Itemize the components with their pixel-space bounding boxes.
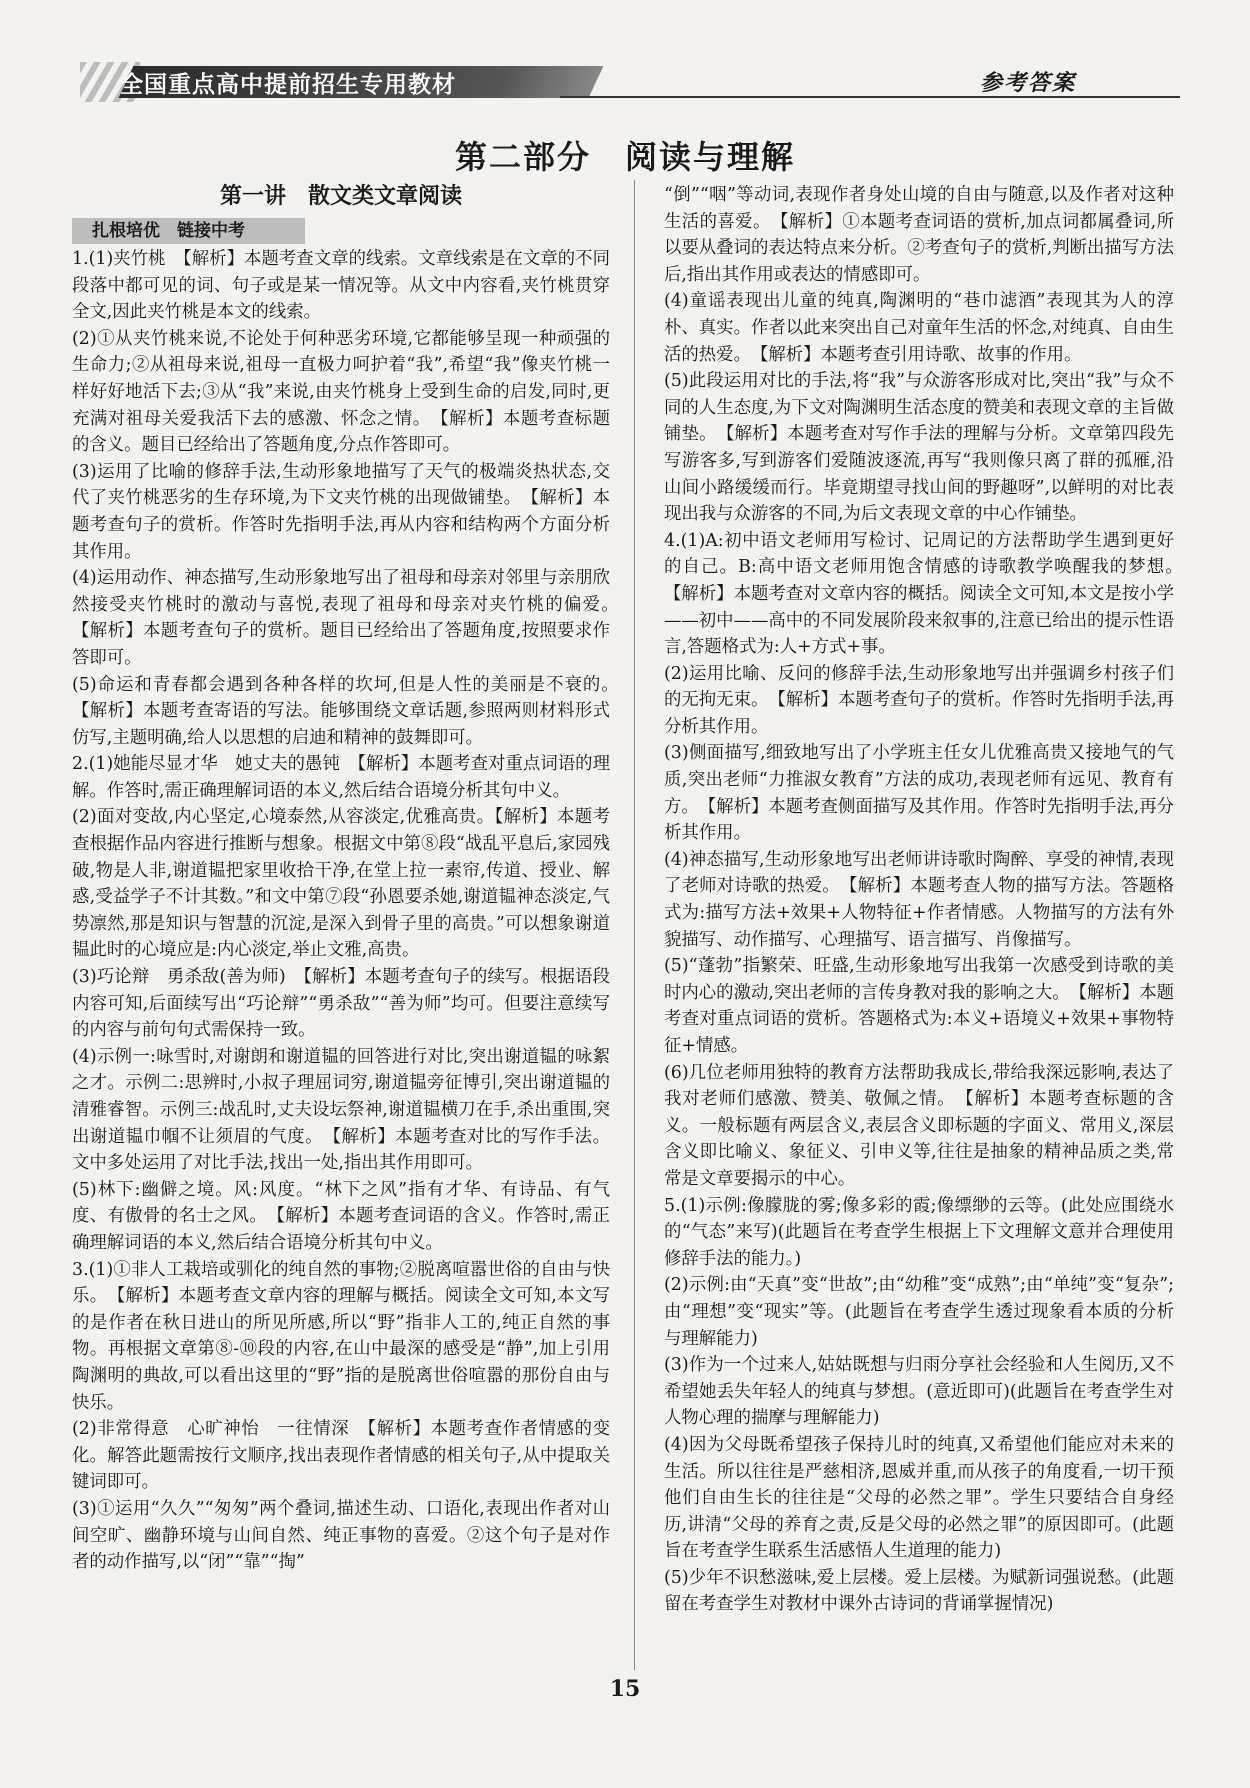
answer-paragraph: (2)非常得意 心旷神怡 一往情深 【解析】本题考查作者情感的变化。解答此题需按行文顺序,找出表现作者情感的相关句子,从中提取关键词即可。	[72, 1419, 610, 1493]
answer-paragraph: (4)童谣表现出儿童的纯真,陶渊明的“巷巾滤酒”表现其为人的淳朴、真实。作者以此来突出自己对童年生活的怀念,对纯真、自由生活的热爱。 【解析】本题考查引用诗歌、故事的作用。	[664, 291, 1174, 365]
answer-paragraph: 1.(1)夹竹桃 【解析】本题考查文章的线索。文章线索是在文章的不同段落中都可见的词、句子或是某一情况等。从文中内容看,夹竹桃贯穿全文,因此夹竹桃是本文的线索。	[72, 249, 610, 323]
answer-paragraph: 4.(1)A:初中语文老师用写检讨、记周记的方法帮助学生遇到更好的自己。B:高中语文老师用饱含情感的诗歌教学唤醒我的梦想。 【解析】本题考查对文章内容的概括。阅读全文可知,本文是按小学——初中——高中的不同发展阶段来叙事的,注意已给出的提示性语言,答题格式为:人+方式+事。	[664, 530, 1192, 658]
answer-paragraph: (3)侧面描写,细致地写出了小学班主任女儿优雅高贵又接地气的气质,突出老师“力推淑女教育”方法的成功,表现老师有远见、教育有方。 【解析】本题考查侧面描写及其作用。作答时先指明手法,再分析其作用。	[664, 743, 1174, 844]
answer-paragraph: (2)运用比喻、反问的修辞手法,生动形象地写出并强调乡村孩子们的无拘无束。 【解析】本题考查句子的赏析。作答时先指明手法,再分析其作用。	[664, 663, 1174, 737]
answer-paragraph: “倒”“咽”等动词,表现作者身处山境的自由与随意,以及作者对这种生活的喜爱。 【解析】①本题考查词语的赏析,加点词都属叠词,所以要从叠词的表达特点来分析。②考查句子的赏析,判断出描写方法后,指出其作用或表达的情感即可。	[664, 185, 1174, 285]
answer-paragraph: (5)林下:幽僻之境。风:风度。“林下之风”指有才华、有诗品、有气度、有傲骨的名士之风。 【解析】本题考查词语的含义。作答时,需正确理解词语的本义,然后结合语境分析其句中义。	[72, 1179, 610, 1253]
answer-paragraph: (3)作为一个过来人,姑姑既想与归雨分享社会经验和人生阅历,又不希望她丢失年轻人的纯真与梦想。(意近即可)(此题旨在考查学生对人物心理的揣摩与理解能力)	[664, 1355, 1174, 1429]
section-tag: 扎根培优 链接中考	[72, 218, 305, 244]
answer-paragraph: (4)神态描写,生动形象地写出老师讲诗歌时陶醉、享受的神情,表现了老师对诗歌的热爱。 【解析】本题考查人物的描写方法。答题格式为:描写方法+效果+人物特征+作者情感。人物描写的方法有外貌描写、动作描写、心理描写、语言描写、肖像描写。	[664, 849, 1174, 950]
answer-paragraph: (5)此段运用对比的手法,将“我”与众游客形成对比,突出“我”与众不同的人生态度,为下文对陶渊明生活态度的赞美和表现文章的主旨做铺垫。 【解析】本题考查对写作手法的理解与分析。文章第四段先写游客多,写到游客们爱随波逐流,再写“我则像只离了群的孤雁,沿山间小路缓缓而行。毕竟期望寻找山间的野趣呀”,以鲜明的对比表现出我与众游客的不同,为后文表现文章的中心作铺垫。	[664, 371, 1174, 525]
lecture-title: 第一讲 散文类文章阅读	[219, 184, 462, 209]
column-divider	[634, 180, 635, 1670]
right-column	[664, 182, 1192, 1618]
answer-paragraph: (5)“蓬勃”指繁荣、旺盛,生动形象地写出我第一次感受到诗歌的美时内心的激动,突出老师的言传身教对我的影响之大。 【解析】本题考查对重点词语的赏析。答题格式为:本义+语境义+效果+事物特征+情感。	[664, 956, 1174, 1056]
answer-paragraph: (6)几位老师用独特的教育方法帮助我成长,带给我深远影响,表达了我对老师们感激、赞美、敬佩之情。 【解析】本题考查标题的含义。一般标题有两层含义,表层含义即标题的字面义、常用义,深层含义即比喻义、象征义、引申义等,往往是抽象的精神品质之类,常常是文章要揭示的中心。	[664, 1062, 1174, 1189]
answer-paragraph: (4)运用动作、神态描写,生动形象地写出了祖母和母亲对邻里与亲朋欣然接受夹竹桃时的激动与喜悦,表现了祖母和母亲对夹竹桃的偏爱。 【解析】本题考查句子的赏析。题目已经给出了答题角度,按照要求作答即可。	[72, 568, 628, 668]
header-left-title: 全国重点高中提前招生专用教材	[120, 72, 456, 98]
left-column	[72, 180, 628, 1576]
answer-paragraph: 3.(1)①非人工栽培或驯化的纯自然的事物;②脱离喧嚣世俗的自由与快乐。 【解析】本题考查文章内容的理解与概括。阅读全文可知,本文写的是作者在秋日进山的所见所感,所以“野”指非人工的,纯正自然的事物。再根据文章第⑧-⑩段的内容,在山中最深的感受是“静”,加上引用陶渊明的典故,可以看出这里的“野”指的是脱离世俗喧嚣的那份自由与快乐。	[72, 1259, 610, 1413]
answer-paragraph: (5)少年不识愁滋味,爱上层楼。爱上层楼。为赋新词强说愁。(此题留在考查学生对教材中课外古诗词的背诵掌握情况)	[664, 1567, 1174, 1615]
answer-paragraph: 5.(1)示例:像朦胧的雾;像多彩的霞;像缥缈的云等。(此处应围绕水的“气态”来写)(此题旨在考查学生根据上下文理解文意并合理使用修辞手法的能力。)	[664, 1195, 1174, 1269]
answer-paragraph: (2)示例:由“天真”变“世故”;由“幼稚”变“成熟”;由“单纯”变“复杂”;由“理想”变“现实”等。(此题旨在考查学生透过现象看本质的分析与理解能力)	[664, 1275, 1174, 1349]
part-title: 第二部分 阅读与理解	[454, 138, 795, 176]
answer-paragraph: (2)面对变故,内心坚定,心境泰然,从容淡定,优雅高贵。【解析】本题考查根据作品内容进行推断与想象。根据文中第⑧段“战乱平息后,家园残破,物是人非,谢道韫把家里收拾干净,在堂上拉一素帘,传道、授业、解惑,受益学子不计其数。”和文中第⑦段“孙恩要杀她,谢道韫神态淡定,气势凛然,那是知识与智慧的沉淀,是深入到骨子里的高贵。”可以想象谢道韫此时的心境应是:内心淡定,举止文雅,高贵。	[72, 807, 610, 961]
answer-paragraph: (3)运用了比喻的修辞手法,生动形象地描写了天气的极端炎热状态,交代了夹竹桃恶劣的生存环境,为下文夹竹桃的出现做铺垫。 【解析】本题考查句子的赏析。作答时先指明手法,再从内容和结构两个方面分析其作用。	[72, 461, 610, 562]
answer-paragraph: (3)巧论辩 勇杀敌(善为师) 【解析】本题考查句子的续写。根据语段内容可知,后面续写出“巧论辩”“勇杀敌”“善为师”均可。但要注意续写的内容与前句句式需保持一致。	[72, 967, 610, 1041]
answer-paragraph: 2.(1)她能尽显才华 她丈夫的愚钝 【解析】本题考查对重点词语的理解。作答时,需正确理解词语的本义,然后结合语境分析其句中义。	[72, 754, 610, 801]
answer-paragraph: (5)命运和青春都会遇到各种各样的坎坷,但是人性的美丽是不衰的。 【解析】本题考查寄语的写法。能够围绕文章话题,参照两则材料形式仿写,主题明确,给人以思想的启迪和精神的鼓舞即可。	[72, 674, 628, 748]
answer-paragraph: (2)①从夹竹桃来说,不论处于何种恶劣环境,它都能够呈现一种顽强的生命力;②从祖母来说,祖母一直极力呵护着“我”,希望“我”像夹竹桃一样好好地活下去;③从“我”来说,由夹竹桃身上受到生命的启发,同时,更充满对祖母关爱我活下去的感激、怀念之情。 【解析】本题考查标题的含义。题目已经给出了答题角度,分点作答即可。	[72, 328, 610, 456]
answer-paragraph: (4)示例一:咏雪时,对谢朗和谢道韫的回答进行对比,突出谢道韫的咏絮之才。示例二:思辨时,小叔子理屈词穷,谢道韫旁征博引,突出谢道韫的清雅睿智。示例三:战乱时,丈夫设坛祭神,谢道韫横刀在手,杀出重围,突出谢道韫巾帼不让须眉的气度。 【解析】本题考查对比的写作手法。文中多处运用了对比手法,找出一处,指出其作用即可。	[72, 1046, 610, 1174]
page-number: 15	[609, 1676, 641, 1702]
header-right-title: 参考答案	[980, 70, 1077, 96]
answer-paragraph: (4)因为父母既希望孩子保持儿时的纯真,又希望他们能应对未来的生活。所以往往是严慈相济,恩威并重,而从孩子的角度看,一切干预他们自由生长的往往是“父母的必然之罪”。学生只要结合自身经历,讲清“父母的养育之责,反是父母的必然之罪”的原因即可。(此题旨在考查学生联系生活感悟人生道理的能力)	[664, 1434, 1174, 1562]
answer-paragraph: (3)①运用“久久”“匆匆”两个叠词,描述生动、口语化,表现出作者对山间空旷、幽静环境与山间自然、纯正事物的喜爱。②这个句子是对作者的动作描写,以“闭”“靠”“掏”	[72, 1498, 610, 1573]
header-rule	[560, 96, 1180, 98]
